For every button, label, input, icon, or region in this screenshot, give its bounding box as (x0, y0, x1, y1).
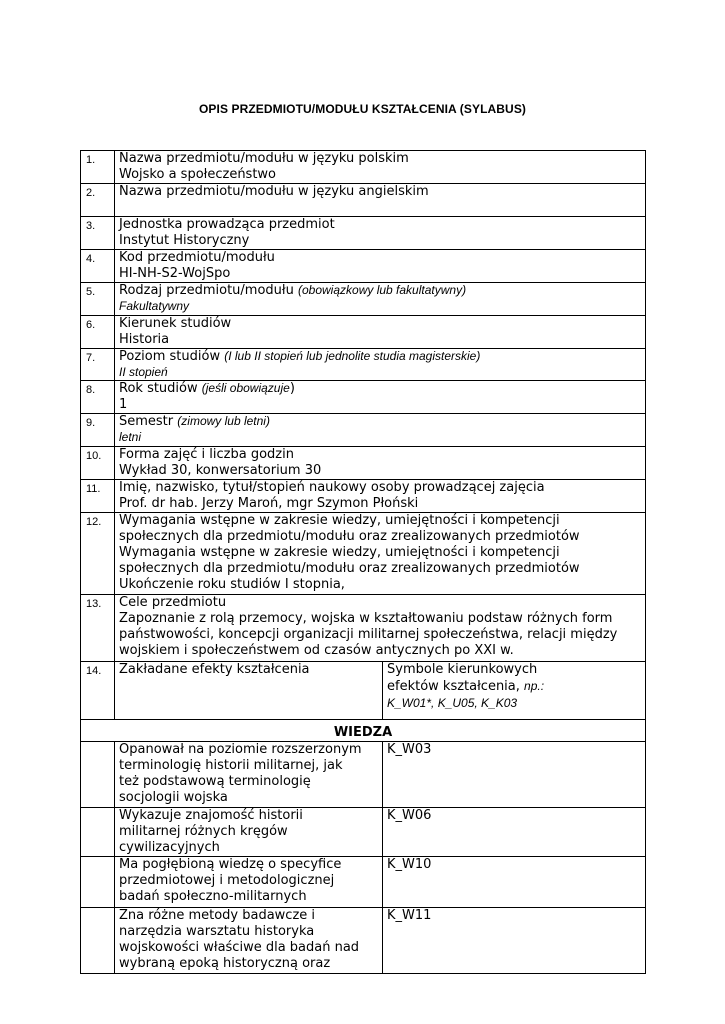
effect-line: cywilizacyjnych (119, 840, 220, 855)
row-value: Instytut Historyczny (119, 233, 250, 248)
symbols-label-text: efektów kształcenia, (387, 679, 520, 694)
row-content (115, 316, 646, 349)
symbols-np: np.: (524, 679, 545, 693)
row-number: 7. (81, 349, 115, 381)
row-number: 3. (81, 217, 115, 250)
row-label: Forma zajęć i liczba godzin (119, 447, 294, 462)
table-row (81, 447, 646, 480)
row-text-line: Zapoznanie z rolą przemocy, wojska w kształtowaniu podstaw różnych form (119, 611, 613, 626)
symbols-label-line: Symbole kierunkowych (387, 662, 538, 677)
effect-row (81, 857, 646, 908)
row-label: Nazwa przedmiotu/modułu w języku polskim (119, 151, 409, 166)
page-title: OPIS PRZEDMIOTU/MODUŁU KSZTAŁCENIA (SYLABUS) (198, 102, 527, 116)
effect-description (115, 742, 383, 808)
row-number: 6. (81, 316, 115, 349)
row-number: 1. (81, 151, 115, 184)
effect-line: badań społeczno-militarnych (119, 889, 307, 904)
effect-line: militarnej różnych kręgów (119, 824, 288, 839)
effect-description (115, 857, 383, 908)
table-row (81, 480, 646, 513)
row-content (115, 217, 646, 250)
table-row (81, 513, 646, 595)
row-number: 8. (81, 381, 115, 414)
empty-cell (81, 857, 115, 908)
row-value: Wojsko a społeczeństwo (119, 167, 277, 182)
effect-line: terminologię historii militarnej, jak (119, 758, 343, 773)
row-content (115, 513, 646, 595)
effect-line: Opanował na poziomie rozszerzonym (119, 742, 362, 757)
row-value: II stopień (119, 365, 168, 379)
row-value: Historia (119, 332, 170, 347)
row-number: 11. (81, 480, 115, 513)
effect-line: narzędzia warsztatu historyka (119, 924, 315, 939)
effect-description (115, 808, 383, 857)
effect-line: socjologii wojska (119, 790, 228, 805)
row-label-line (119, 349, 641, 365)
row-hint-close: ) (289, 381, 295, 396)
effect-line: wojskowości właściwe dla badań nad (119, 940, 360, 955)
table-row (81, 316, 646, 349)
row-label-line (119, 414, 641, 430)
row-text-line: Wymagania wstępne w zakresie wiedzy, umiejętności i kompetencji (119, 513, 560, 528)
section-header-row (81, 720, 646, 742)
empty-cell (81, 908, 115, 974)
table-row (81, 184, 646, 217)
row-label: Rok studiów (119, 381, 198, 396)
symbols-label-cell (383, 662, 646, 720)
row-label-line (119, 283, 641, 299)
effect-code: K_W11 (383, 908, 646, 974)
symbols-example: K_W01*, K_U05, K_K03 (387, 696, 518, 710)
row-text-line: Cele przedmiotu (119, 595, 227, 610)
row-number: 9. (81, 414, 115, 447)
table-row (81, 662, 646, 720)
row-content (115, 283, 646, 316)
effect-line: przedmiotowej i metodologicznej (119, 873, 335, 888)
row-number: 5. (81, 283, 115, 316)
effect-line: Wykazuje znajomość historii (119, 808, 303, 823)
row-hint: (jeśli obowiązuje (201, 381, 290, 395)
row-value: HI-NH-S2-WojSpo (119, 266, 231, 281)
row-hint: (obowiązkowy lub fakultatywny) (298, 283, 467, 297)
row-number: 4. (81, 250, 115, 283)
effect-code: K_W03 (383, 742, 646, 808)
row-content (115, 151, 646, 184)
effect-description (115, 908, 383, 974)
table-row (81, 250, 646, 283)
syllabus-table (80, 150, 646, 974)
row-label-line (119, 381, 641, 397)
table-row (81, 349, 646, 381)
row-label: Jednostka prowadząca przedmiot (119, 217, 335, 232)
empty-cell (81, 808, 115, 857)
table-row (81, 595, 646, 662)
effect-row (81, 808, 646, 857)
row-label: Poziom studiów (119, 349, 221, 364)
row-number: 12. (81, 513, 115, 595)
row-content (115, 184, 646, 217)
effect-line: Ma pogłębioną wiedzę o specyfice (119, 857, 342, 872)
row-content (115, 414, 646, 447)
table-row (81, 381, 646, 414)
empty-cell (81, 742, 115, 808)
table-row (81, 151, 646, 184)
row-text-line: państwowości, koncepcji organizacji militarnej społeczeństwa, relacji między (119, 627, 618, 642)
effect-line: Zna różne metody badawcze i (119, 908, 316, 923)
effect-row (81, 908, 646, 974)
table-row (81, 414, 646, 447)
row-label: Kod przedmiotu/modułu (119, 250, 275, 265)
table-row (81, 283, 646, 316)
row-text-line: społecznych dla przedmiotu/modułu oraz zrealizowanych przedmiotów (119, 561, 580, 576)
row-number: 14. (81, 662, 115, 720)
row-label: Nazwa przedmiotu/modułu w języku angielskim (119, 184, 429, 199)
row-content (115, 349, 646, 381)
row-hint: (zimowy lub letni) (177, 414, 270, 428)
effect-code: K_W10 (383, 857, 646, 908)
effect-line: też podstawową terminologię (119, 774, 311, 789)
row-text-line: Wymagania wstępne w zakresie wiedzy, umiejętności i kompetencji (119, 545, 560, 560)
row-content (115, 480, 646, 513)
row-number: 13. (81, 595, 115, 662)
row-content (115, 595, 646, 662)
effect-line: wybraną epoką historyczną oraz (119, 956, 331, 971)
row-value: Prof. dr hab. Jerzy Maroń, mgr Szymon Płoński (119, 496, 419, 511)
row-hint: (I lub II stopień lub jednolite studia magisterskie) (224, 349, 481, 363)
table-row (81, 217, 646, 250)
row-label: Rodzaj przedmiotu/modułu (119, 283, 294, 298)
row-number: 2. (81, 184, 115, 217)
effects-label: Zakładane efekty kształcenia (119, 662, 310, 677)
row-label: Semestr (119, 414, 174, 429)
row-value: Fakultatywny (119, 299, 190, 313)
row-label: Kierunek studiów (119, 316, 232, 331)
row-value: letni (119, 430, 142, 444)
row-text-line: wojskiem i społeczeństwem od czasów antycznych po XXI w. (119, 643, 514, 658)
symbols-label-line (387, 678, 641, 695)
effect-code: K_W06 (383, 808, 646, 857)
section-header: WIEDZA (81, 720, 646, 742)
effects-label-cell (115, 662, 383, 720)
effect-row (81, 742, 646, 808)
row-content (115, 381, 646, 414)
row-text-line: Ukończenie roku studiów I stopnia, (119, 577, 345, 592)
row-number: 10. (81, 447, 115, 480)
row-text-line: społecznych dla przedmiotu/modułu oraz zrealizowanych przedmiotów (119, 529, 580, 544)
row-value: Wykład 30, konwersatorium 30 (119, 463, 322, 478)
row-label: Imię, nazwisko, tytuł/stopień naukowy osoby prowadzącej zajęcia (119, 480, 545, 495)
row-content (115, 447, 646, 480)
row-value: 1 (119, 397, 128, 412)
row-content (115, 250, 646, 283)
